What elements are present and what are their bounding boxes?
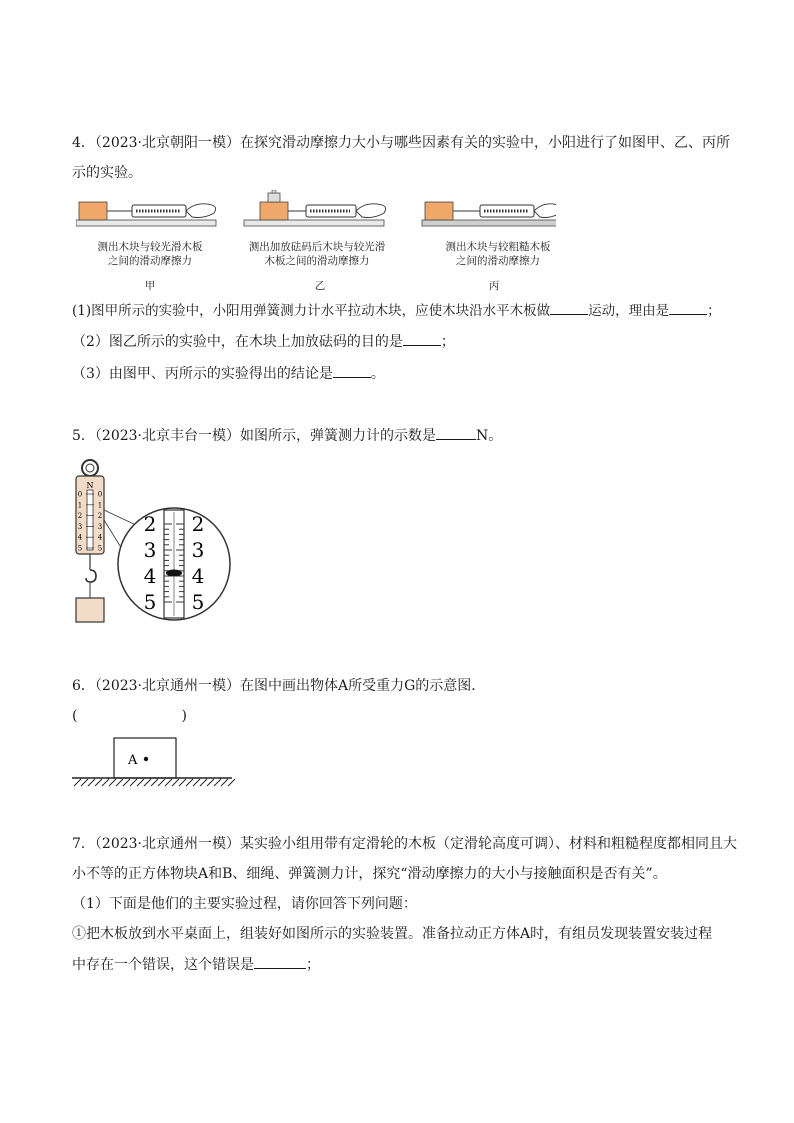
q4-stem-line1: 4．（2023·北京朝阳一模）在探究滑动摩擦力大小与哪些因素有关的实验中，小阳进行了如图甲、乙、丙所 — [72, 135, 730, 151]
ground-hatch — [151, 779, 158, 786]
ground-hatch — [102, 779, 109, 786]
ground-hatch — [193, 779, 200, 786]
q5-stem: 5．（2023·北京丰台一模）如图所示，弹簧测力计的示数是 N。 — [72, 425, 502, 446]
center-of-gravity — [144, 757, 148, 761]
zoom-number-right: 3 — [191, 538, 205, 562]
panel-bing-apparatus — [422, 202, 556, 226]
ground-hatch — [158, 779, 165, 786]
q7-stem-line2: 小不等的正方体物块A和B、细绳、弹簧测力计，探究“滑动摩擦力的大小与接触面积是否有关”。 — [72, 866, 667, 882]
q7-stem-line1: 7．（2023·北京通州一模）某实验小组用带有定滑轮的木板（定滑轮高度可调）、材料和粗糙程度都相同且大 — [72, 836, 737, 852]
ground-hatch — [88, 779, 95, 786]
scale-number-right: 4 — [97, 533, 103, 542]
answer-blank[interactable] — [254, 954, 306, 969]
zoom-number-right: 5 — [191, 590, 205, 614]
q4-stem-line2: 示的实验。 — [72, 165, 142, 181]
wood-block — [79, 202, 107, 220]
scale-number-left: 0 — [77, 490, 83, 499]
zoom-number-left: 3 — [143, 538, 157, 562]
ground-hatch — [214, 779, 221, 786]
q6-answer-parens: ( ) — [72, 708, 187, 724]
ground-hatch — [186, 779, 193, 786]
ground-hatch — [221, 779, 228, 786]
ground-hatch — [116, 779, 123, 786]
ground-hatch — [179, 779, 186, 786]
ground-hatch — [144, 779, 151, 786]
scale-number-right: 2 — [97, 512, 103, 521]
q7-sub1: （1）下面是他们的主要实验过程，请你回答下列问题： — [72, 896, 417, 912]
zoom-number-right: 2 — [191, 512, 205, 536]
answer-blank[interactable] — [403, 331, 441, 346]
panel-yi-label: 乙 — [314, 280, 326, 292]
q6-block-figure — [70, 736, 236, 790]
scale-number-left: 5 — [77, 544, 83, 553]
scale-number-right: 5 — [97, 544, 103, 553]
q5-spring-scale-figure — [70, 458, 240, 628]
ground-hatch — [200, 779, 207, 786]
scale-number-right: 0 — [97, 490, 103, 499]
pointer — [166, 570, 182, 577]
unit-mark: N — [86, 481, 94, 490]
q4-experiment-figure — [76, 190, 556, 232]
hand — [186, 204, 216, 218]
scale-number-left: 1 — [77, 501, 83, 510]
weight — [268, 193, 280, 202]
q4-sub2: （2）图乙所示的实验中，在木块上加放砝码的目的是 ； — [72, 331, 455, 352]
q6-stem: 6．（2023·北京通州一模）在图中画出物体A所受重力G的示意图． — [72, 678, 486, 694]
panel-bing-label: 丙 — [488, 280, 500, 292]
panel-yi-apparatus — [244, 190, 386, 226]
panel-yi-caption: 测出加放砝码后木块与较光滑 木板之间的滑动摩擦力 — [248, 241, 386, 267]
answer-blank[interactable] — [436, 425, 476, 440]
scale-number-right: 1 — [97, 501, 103, 510]
object-a-label: A — [128, 753, 138, 768]
panel-bing-caption: 测出木块与较粗糙木板 之间的滑动摩擦力 — [445, 241, 551, 267]
q4-sub1: (1)图甲所示的实验中，小阳用弹簧测力计水平拉动木块，应使木块沿水平木板做 运动，理由是 ； — [72, 300, 721, 321]
hanging-weight — [76, 598, 104, 622]
ground-hatch — [109, 779, 116, 786]
panel-jia-label: 甲 — [144, 280, 156, 292]
zoom-number-left: 5 — [143, 590, 157, 614]
board — [76, 220, 216, 226]
hook — [86, 570, 96, 582]
zoom-number-right: 4 — [191, 564, 205, 588]
ground-hatch — [172, 779, 179, 786]
scale-number-left: 4 — [77, 533, 83, 542]
q7-step1-line2: 中存在一个错误，这个错误是 ； — [72, 954, 320, 975]
ground-hatch — [74, 779, 81, 786]
ground-hatch — [123, 779, 130, 786]
ground-hatch — [130, 779, 137, 786]
ground-hatch — [165, 779, 172, 786]
zoom-number-left: 2 — [143, 512, 157, 536]
ground-hatch — [228, 779, 235, 786]
answer-blank[interactable] — [333, 363, 371, 378]
ground-hatch — [81, 779, 88, 786]
q4-sub3: （3）由图甲、丙所示的实验得出的结论是 。 — [72, 363, 385, 384]
answer-blank[interactable] — [669, 300, 707, 315]
answer-blank[interactable] — [550, 300, 588, 315]
q7-step1-line1: ①把木板放到水平桌面上，组装好如图所示的实验装置。准备拉动正方体A时，有组员发现装置安装过程 — [72, 926, 713, 942]
scale-number-right: 3 — [97, 522, 103, 531]
ground-hatch — [207, 779, 214, 786]
scale-number-left: 2 — [77, 512, 83, 521]
ground-hatch — [95, 779, 102, 786]
ground-hatch — [137, 779, 144, 786]
panel-jia-caption: 测出木块与较光滑木板 之间的滑动摩擦力 — [97, 241, 203, 267]
zoom-number-left: 4 — [143, 564, 157, 588]
panel-jia-apparatus — [76, 202, 216, 226]
scale-number-left: 3 — [77, 522, 83, 531]
